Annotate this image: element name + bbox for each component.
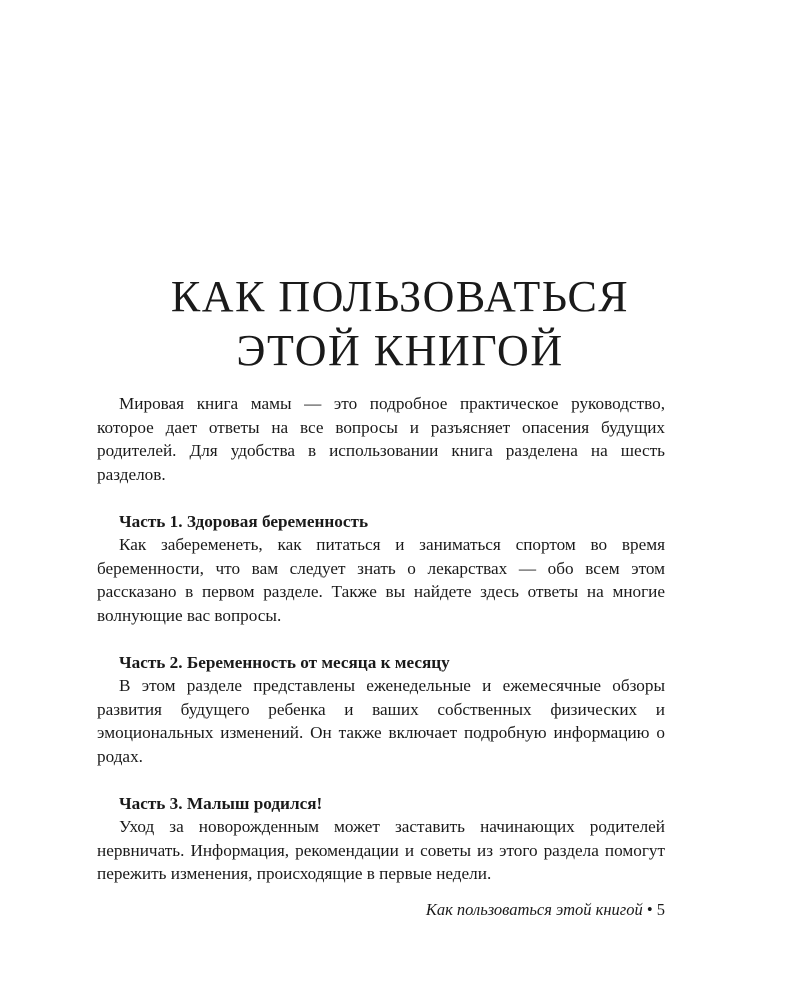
section-part-2: [97, 651, 665, 769]
intro-paragraph: Мировая книга мамы — это подробное практическое руководство, которое дает ответы на все вопросы и разъясняет опасения будущих родителей. Для удобства в использовании книга разделена на шесть разделов.: [97, 394, 665, 484]
page-title-line-2: ЭТОЙ КНИГОЙ: [236, 326, 564, 375]
section-heading: Часть 1. Здоровая беременность: [119, 511, 369, 531]
section-heading: Часть 2. Беременность от месяца к месяцу: [119, 652, 450, 672]
section-heading: Часть 3. Малыш родился!: [119, 793, 323, 813]
section-paragraph: Как забеременеть, как питаться и заниматься спортом во время беременности, что вам следует знать о лекарствах — обо всем этом рассказано в первом разделе. Также вы найдете здесь ответы на многие волнующие вас вопросы.: [97, 535, 665, 625]
page-title: [0, 270, 800, 378]
page-body: [97, 392, 665, 886]
running-title: Как пользоваться этой книгой: [425, 900, 643, 919]
section-paragraph: Уход за новорожденным может заставить начинающих родителей нервничать. Информация, рекомендации и советы из этого раздела помогут пережить изменения, происходящие в первые недели.: [97, 817, 665, 883]
footer-separator: •: [646, 900, 653, 919]
section-part-3: [97, 792, 665, 886]
page-number: 5: [656, 900, 665, 919]
section-paragraph: В этом разделе представлены еженедельные и ежемесячные обзоры развития будущего ребенка и ваших собственных физических и эмоциональных изменений. Он также включает подробную информацию о родах.: [97, 676, 665, 766]
page-title-line-1: КАК ПОЛЬЗОВАТЬСЯ: [170, 272, 630, 321]
page-footer: [97, 898, 665, 921]
section-part-1: [97, 510, 665, 628]
